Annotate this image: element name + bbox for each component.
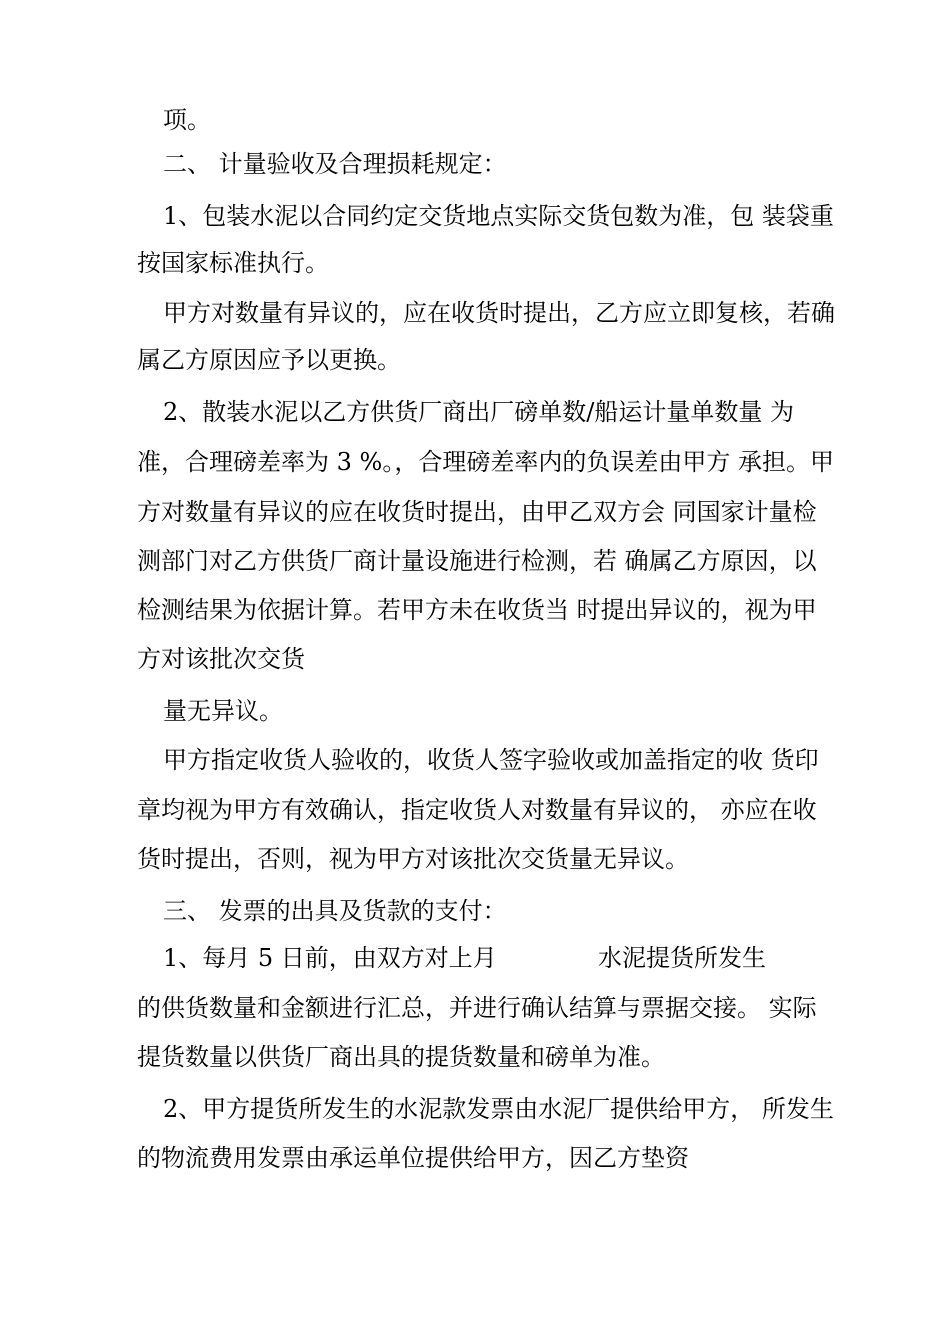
text-line: 按国家标准执行。	[137, 249, 329, 277]
text-line: 项。	[163, 106, 211, 134]
text-line: 检测结果为依据计算。若甲方未在收货当 时提出异议的，视为甲	[137, 596, 817, 624]
text-line: 的供货数量和金额进行汇总，并进行确认结算与票据交接。 实际	[137, 994, 817, 1022]
text-line: 提货数量以供货厂商出具的提货数量和磅单为准。	[137, 1043, 665, 1071]
text-line: 水泥提货所发生	[598, 944, 766, 972]
text-line: 准，合理磅差率为 3 %。，合理磅差率内的负误差由甲方 承担。甲	[137, 448, 834, 476]
section-heading: 三、 发票的出具及货款的支付：	[163, 897, 507, 925]
text-line: 方对数量有异议的应在收货时提出，由甲乙双方会 同国家计量检	[137, 498, 817, 526]
text-line: 的物流费用发票由承运单位提供给甲方，因乙方垫资	[137, 1144, 689, 1172]
text-line: 量无异议。	[163, 697, 283, 725]
section-heading: 二、 计量验收及合理损耗规定：	[163, 150, 507, 178]
text-line: 章均视为甲方有效确认，指定收货人对数量有异议的， 亦应在收	[137, 796, 817, 824]
text-line: 2、散装水泥以乙方供货厂商出厂磅单数/船运计量单数量 为	[163, 398, 794, 426]
text-line: 2、甲方提货所发生的水泥款发票由水泥厂提供给甲方， 所发生	[163, 1095, 834, 1123]
text-line: 甲方指定收货人验收的，收货人签字验收或加盖指定的收 货印	[163, 746, 819, 774]
text-line: 方对该批次交货	[137, 645, 305, 673]
text-line: 甲方对数量有异议的，应在收货时提出，乙方应立即复核，若确	[163, 299, 835, 327]
text-line: 属乙方原因应予以更换。	[137, 346, 401, 374]
text-line: 1、包装水泥以合同约定交货地点实际交货包数为准，包 装袋重	[163, 202, 834, 230]
text-line: 测部门对乙方供货厂商计量设施进行检测，若 确属乙方原因，以	[137, 547, 817, 575]
text-line: 货时提出，否则，视为甲方对该批次交货量无异议。	[137, 845, 689, 873]
text-line: 1、每月 5 日前，由双方对上月	[163, 944, 497, 972]
